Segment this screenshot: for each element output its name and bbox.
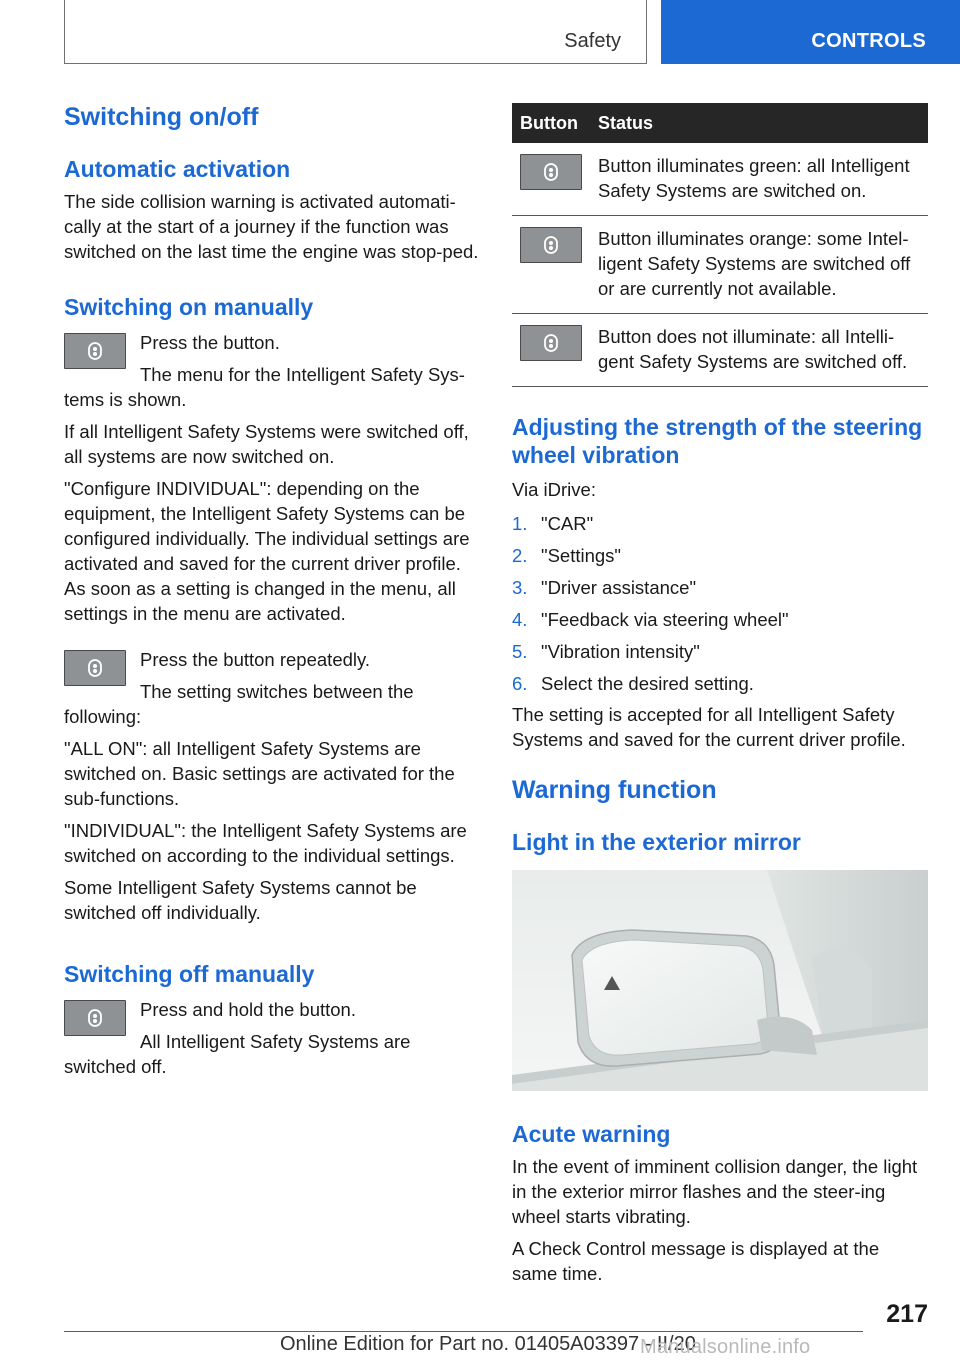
- list-item: 3. "Driver assistance": [512, 577, 697, 598]
- heading-switching-on-manually: Switching on manually: [64, 294, 314, 320]
- left-column: [64, 100, 482, 1079]
- accepted-text: The setting is accepted for all Intelligent Safety Systems and saved for the current driver profile.: [512, 704, 906, 750]
- safety-button-icon: [64, 1000, 126, 1036]
- heading-warning-function: Warning function: [512, 776, 717, 804]
- safety-button-icon: [64, 333, 126, 369]
- heading-adjusting-vibration: Adjusting the strength of the steering wheel vibration: [512, 414, 923, 468]
- table-row: [512, 143, 928, 216]
- list-item: 1. "CAR": [512, 513, 594, 534]
- footer-divider: [64, 1331, 863, 1332]
- press-repeatedly-text: Press the button repeatedly.: [140, 649, 371, 670]
- heading-acute-warning: Acute warning: [512, 1121, 671, 1147]
- safety-button-icon: [64, 650, 126, 686]
- setting-switches-text: The setting switches between the following:: [64, 681, 414, 727]
- table-header-button: Button: [512, 103, 590, 143]
- safety-button-icon: [520, 154, 582, 190]
- header-section-label: Safety: [564, 30, 621, 52]
- instruction-press-button: [64, 330, 482, 412]
- page-number: 217: [886, 1300, 928, 1328]
- via-idrive-text: Via iDrive:: [512, 479, 596, 500]
- heading-light-exterior-mirror: Light in the exterior mirror: [512, 829, 801, 855]
- table-cell-status: Button does not illuminate: all Intelli-gent Safety Systems are switched off.: [590, 314, 928, 387]
- footer-edition: Online Edition for Part no. 01405A03397 - II/20: [280, 1333, 696, 1355]
- safety-button-icon: [520, 325, 582, 361]
- press-hold-text: Press and hold the button.: [140, 999, 356, 1020]
- auto-activation-text: The side collision warning is activated automati-cally at the start of a journey if the function was switched on the last time the engine was stop-ped.: [64, 191, 479, 262]
- menu-shown-text: The menu for the Intelligent Safety Sys-tems is shown.: [64, 364, 465, 410]
- individual-text: "INDIVIDUAL": the Intelligent Safety Systems are switched on according to the individual settings.: [64, 820, 467, 866]
- header-section-box: [64, 0, 647, 64]
- table-header-status: Status: [590, 103, 928, 143]
- header-chapter-tab[interactable]: [661, 0, 960, 64]
- heading-automatic-activation: Automatic activation: [64, 156, 291, 182]
- all-off-text: All Intelligent Safety Systems are switched off.: [64, 1031, 411, 1077]
- steps-list: [512, 508, 928, 700]
- table-row: [512, 314, 928, 387]
- configure-text: "Configure INDIVIDUAL": depending on the equipment, the Intelligent Safety Systems can be configured individually. The individual settings are activated and saved for the current driver profile. As soon as a setting is changed in the menu, all settings in the menu are activated.: [64, 478, 470, 624]
- heading-switching-off-manually: Switching off manually: [64, 961, 315, 987]
- right-column: [512, 103, 928, 1286]
- check-control-text: A Check Control message is displayed at the same time.: [512, 1238, 880, 1284]
- watermark-text: Manualsonline.info: [640, 1336, 811, 1358]
- page-title: Switching on/off: [64, 103, 259, 131]
- list-item: 5. "Vibration intensity": [512, 641, 700, 662]
- safety-button-icon: [520, 227, 582, 263]
- header-chapter-label: CONTROLS: [811, 30, 926, 52]
- press-button-text: Press the button.: [140, 332, 280, 353]
- acute-warning-text: In the event of imminent collision danger, the light in the exterior mirror flashes and the steer-ing wheel starts vibrating.: [512, 1156, 918, 1227]
- instruction-press-hold: [64, 997, 482, 1079]
- exterior-mirror-illustration: [512, 870, 928, 1091]
- all-switched-text: If all Intelligent Safety Systems were switched off, all systems are now switched on.: [64, 421, 469, 467]
- list-item: 6. Select the desired setting.: [512, 673, 754, 694]
- all-on-text: "ALL ON": all Intelligent Safety Systems are switched on. Basic settings are activated for the sub-functions.: [64, 738, 455, 809]
- button-status-table: [512, 103, 928, 387]
- table-row: [512, 216, 928, 314]
- some-cannot-text: Some Intelligent Safety Systems cannot be switched off individually.: [64, 877, 417, 923]
- instruction-press-repeatedly: [64, 647, 482, 729]
- table-cell-status: Button illuminates green: all Intelligent Safety Systems are switched on.: [590, 143, 928, 216]
- list-item: 4. "Feedback via steering wheel": [512, 609, 789, 630]
- list-item: 2. "Settings": [512, 545, 621, 566]
- table-cell-status: Button illuminates orange: some Intel-ligent Safety Systems are switched off or are currently not available.: [590, 216, 928, 314]
